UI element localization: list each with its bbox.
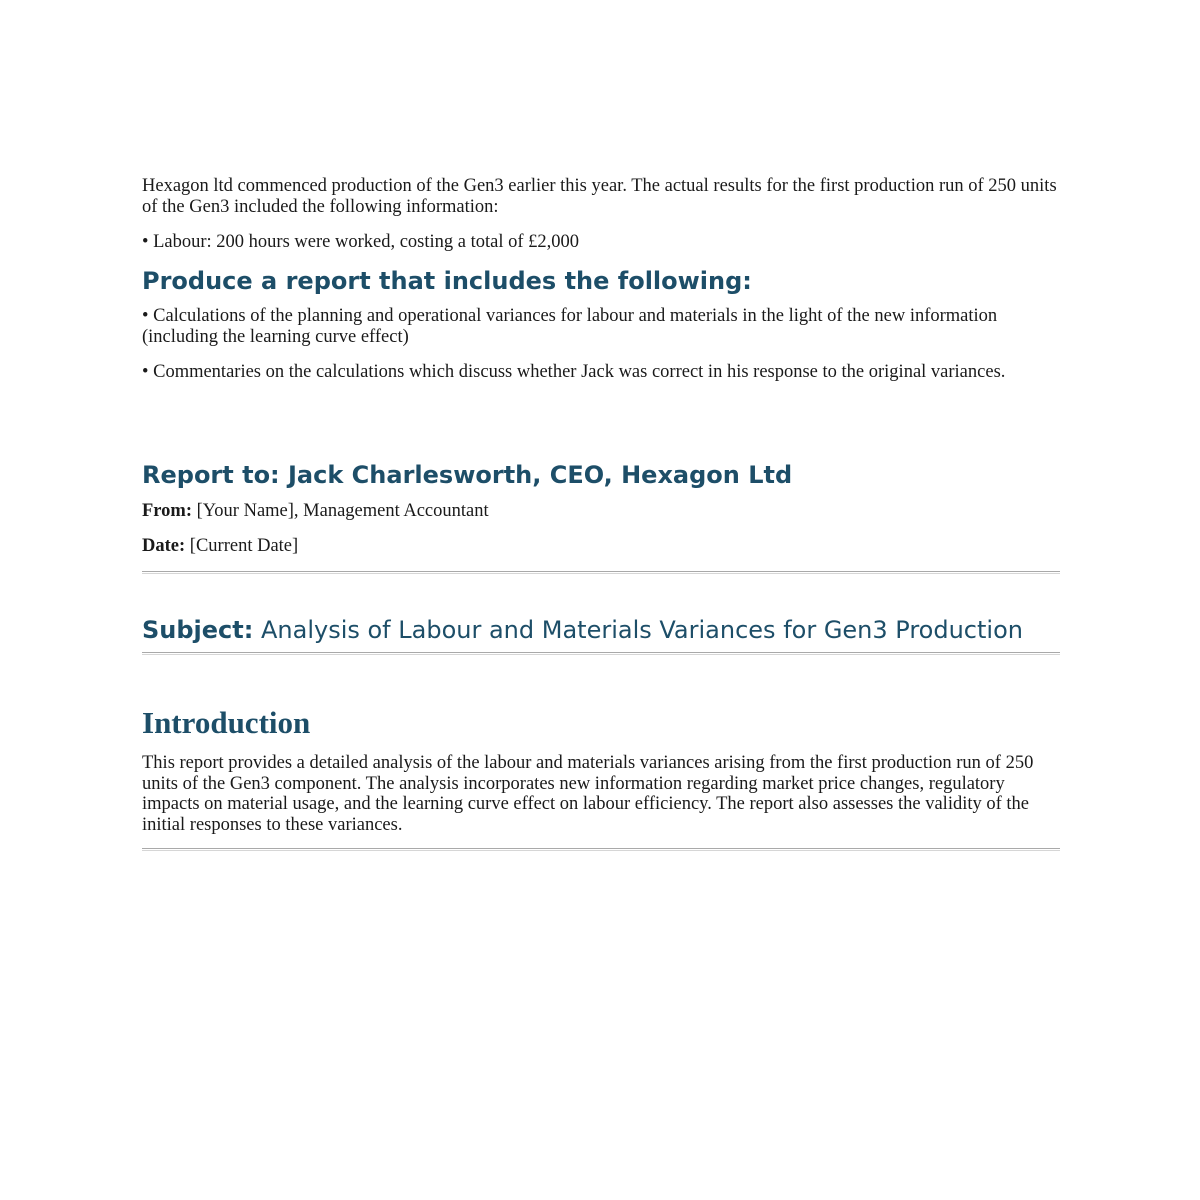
divider-1 [142,571,1060,574]
introduction-body: This report provides a detailed analysis of the labour and materials variances arising from the first production run of 250 units of the Gen3 component. The analysis incorporates new information regarding market price changes, regulatory impacts on material usage, and the learning curve effect on labour efficiency. The report also assesses the validity of the initial responses to these variances. [142,753,1034,836]
date-value: [Current Date] [185,536,299,556]
from-value: [Your Name], Management Accountant [192,501,489,521]
introduction-heading: Introduction [142,705,311,740]
divider-2 [142,652,1060,655]
intro-bullet: • Labour: 200 hours were worked, costing a total of £2,000 [142,232,580,252]
task-heading: Produce a report that includes the following: [142,267,752,295]
subject-value: Analysis of Labour and Materials Variances for Gen3 Production [253,616,1023,644]
report-date-line [142,536,1060,557]
task-bullet-2: • Commentaries on the calculations which discuss whether Jack was correct in his response to the original variances. [142,362,1006,382]
task-bullet-1: • Calculations of the planning and operational variances for labour and materials in the light of the new information (including the learning curve effect) [142,306,998,347]
report-from-line [142,501,1060,522]
subject-heading [142,614,1060,646]
intro-paragraph: Hexagon ltd commenced production of the Gen3 earlier this year. The actual results for the first production run of 250 units of the Gen3 included the following information: [142,176,1057,217]
date-label: Date: [142,536,186,556]
from-label: From: [142,501,192,521]
document-page [142,176,1060,851]
report-to-heading: Report to: Jack Charlesworth, CEO, Hexagon Ltd [142,461,793,489]
subject-label: Subject: [142,616,254,644]
divider-3 [142,848,1060,851]
